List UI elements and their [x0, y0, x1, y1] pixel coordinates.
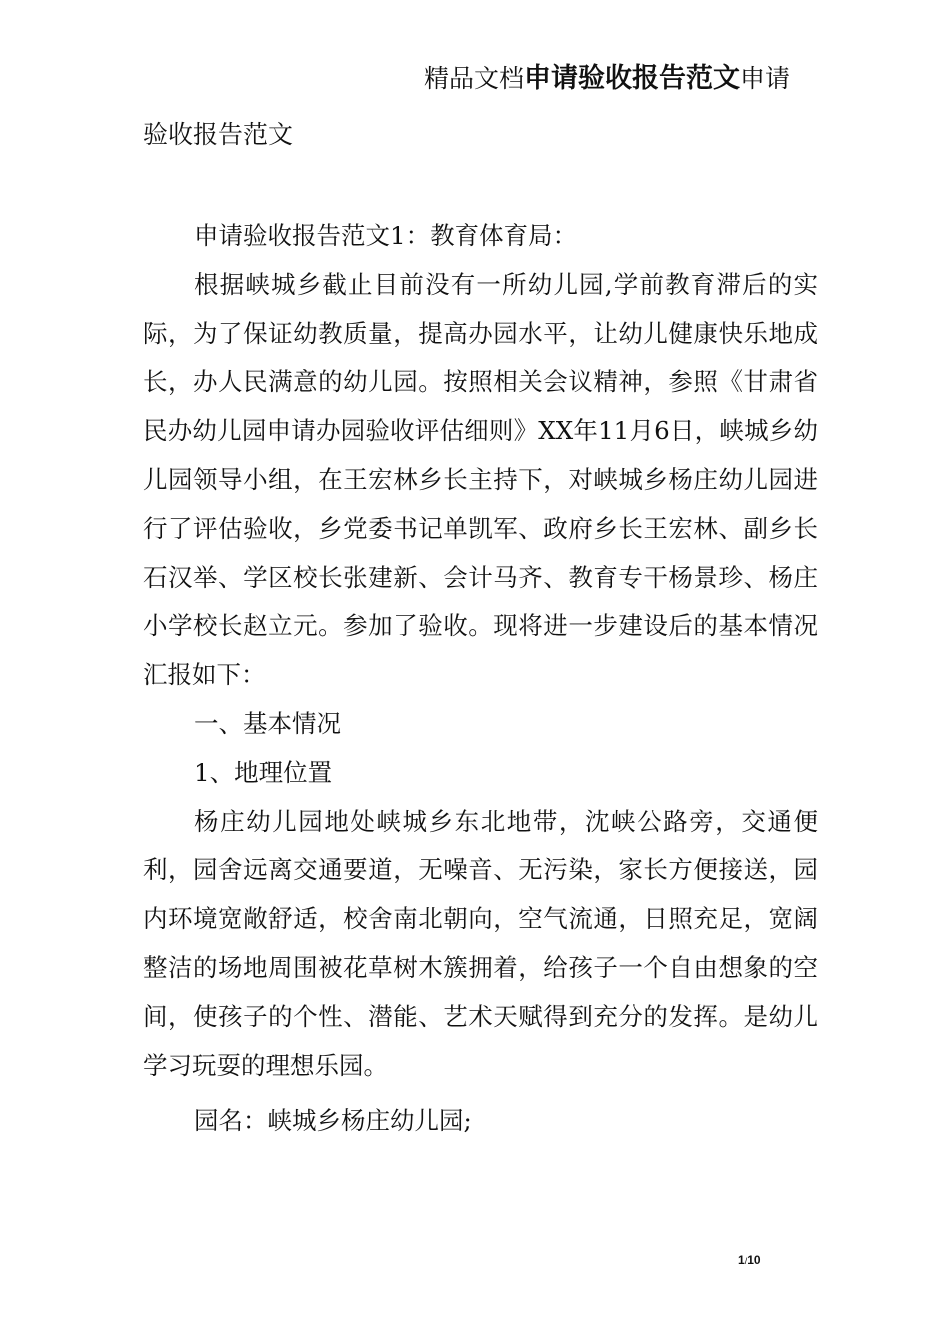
paragraph-intro: 根据峡城乡截止目前没有一所幼儿园,学前教育滞后的实际，为了保证幼教质量，提高办园水平，让幼儿健康快乐地成长，办人民满意的幼儿园。按照相关会议精神，参照《甘肃省民办幼儿园申请办园验收评估细则》XX年11月6日，峡城乡幼儿园领导小组，在王宏林乡长主持下，对峡城乡杨庄幼儿园进行了评估验收，乡党委书记单凯军、政府乡长王宏林、副乡长石汉举、学区校长张建新、会计马齐、教育专干杨景珍、杨庄小学校长赵立元。参加了验收。现将进一步建设后的基本情况汇报如下： — [143, 269, 818, 690]
paragraph-addressee: 申请验收报告范文1：教育体育局： — [194, 221, 578, 250]
document-title: 申请验收报告范文 — [524, 63, 741, 94]
page-number — [738, 1253, 761, 1267]
section-heading: 一、基本情况 — [194, 708, 341, 738]
page-current: 1 — [738, 1253, 745, 1267]
page-separator: / — [744, 1256, 748, 1266]
subsection-heading: 1、地理位置 — [194, 757, 333, 787]
header-continuation: 验收报告范文 — [143, 120, 294, 149]
paragraph-kindergarten-name: 园名：峡城乡杨庄幼儿园; — [194, 1106, 472, 1136]
document-body — [143, 212, 818, 1146]
paragraph-location: 杨庄幼儿园地处峡城乡东北地带，沈峡公路旁，交通便利，园舍远离交通要道，无噪音、无污染，家长方便接送，园内环境宽敞舒适，校舍南北朝向，空气流通，日照充足，宽阔整洁的场地周围被花草树木簇拥着，给孩子一个自由想象的空间，使孩子的个性、潜能、艺术天赋得到充分的发挥。是幼儿学习玩耍的理想乐园。 — [143, 806, 818, 1080]
page-header — [424, 62, 790, 96]
header-prefix: 精品文档 — [424, 64, 525, 93]
page-total: 10 — [747, 1253, 761, 1267]
header-suffix: 申请 — [740, 64, 791, 93]
